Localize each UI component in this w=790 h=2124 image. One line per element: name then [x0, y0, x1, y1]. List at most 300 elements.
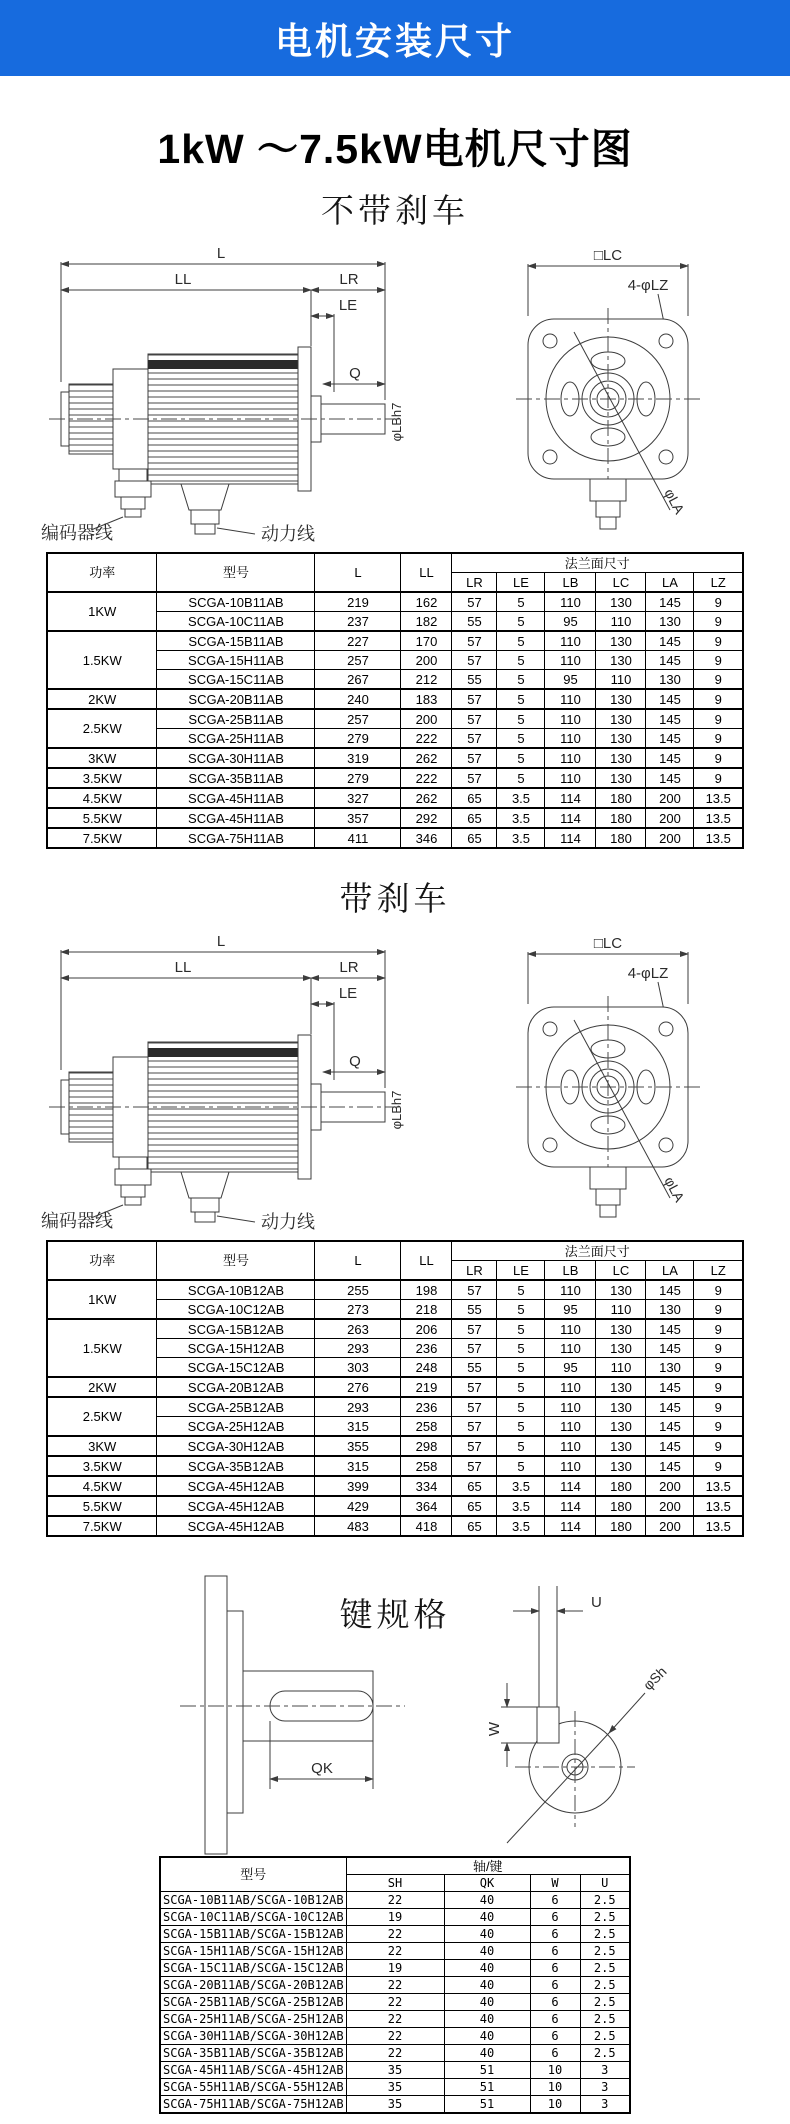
model-cell: SCGA-15B12AB [157, 1319, 315, 1339]
dim-value-cell: 130 [596, 1417, 646, 1437]
dim-value-cell: 9 [694, 1339, 743, 1358]
dim-value-cell: 57 [452, 1319, 497, 1339]
dim-value-cell: 13.5 [694, 808, 743, 828]
key-value-cell: 2.5 [580, 1892, 630, 1909]
no-brake-dimension-table [46, 552, 744, 849]
dim-value-cell: 130 [596, 748, 646, 768]
col-header-power: 功率 [47, 553, 157, 592]
dim-value-cell: 57 [452, 1456, 497, 1476]
dim-value-cell: 3.5 [497, 788, 545, 808]
dim-value-cell: 5 [497, 1339, 545, 1358]
page-title: 电机安装尺寸 [275, 21, 515, 62]
dim-value-cell: 5 [497, 709, 545, 729]
col-header-le: LE [497, 573, 545, 593]
key-value-cell: 40 [444, 1977, 530, 1994]
col-header-l: L [315, 1241, 401, 1280]
key-value-cell: 40 [444, 2045, 530, 2062]
dim-value-cell: 200 [646, 788, 694, 808]
key-value-cell: 22 [346, 2045, 444, 2062]
dim-value-cell: 162 [401, 592, 452, 612]
dim-value-cell: 5 [497, 631, 545, 651]
dim-value-cell: 9 [694, 1300, 743, 1320]
dim-value-cell: 57 [452, 1339, 497, 1358]
table-row [160, 2011, 630, 2028]
key-value-cell: 51 [444, 2062, 530, 2079]
dim-value-cell: 110 [545, 1280, 596, 1300]
dim-value-cell: 57 [452, 1397, 497, 1417]
dim-value-cell: 182 [401, 612, 452, 632]
table-row [47, 1476, 743, 1496]
dim-value-cell: 5 [497, 1358, 545, 1378]
key-value-cell: 40 [444, 2028, 530, 2045]
dim-value-cell: 200 [646, 1496, 694, 1516]
dim-value-cell: 5 [497, 748, 545, 768]
key-value-cell: 6 [530, 2045, 580, 2062]
dim-value-cell: 57 [452, 1377, 497, 1397]
key-value-cell: 22 [346, 1892, 444, 1909]
table-row [160, 2096, 630, 2114]
dim-value-cell: 218 [401, 1300, 452, 1320]
model-cell: SCGA-55H11AB/SCGA-55H12AB [160, 2079, 346, 2096]
model-cell: SCGA-15H12AB [157, 1339, 315, 1358]
power-cell: 7.5KW [47, 828, 157, 848]
dim-value-cell: 130 [596, 709, 646, 729]
dim-value-cell: 110 [596, 670, 646, 690]
dim-value-cell: 130 [596, 1377, 646, 1397]
dim-value-cell: 292 [401, 808, 452, 828]
table-row [47, 1456, 743, 1476]
dim-value-cell: 145 [646, 1397, 694, 1417]
model-cell: SCGA-25B12AB [157, 1397, 315, 1417]
dim-value-cell: 334 [401, 1476, 452, 1496]
model-cell: SCGA-45H12AB [157, 1516, 315, 1536]
power-cell: 5.5KW [47, 808, 157, 828]
dim-label-sh: φSh [639, 1663, 670, 1694]
dim-value-cell: 364 [401, 1496, 452, 1516]
power-cable-label: 动力线 [260, 524, 315, 544]
dim-value-cell: 65 [452, 1476, 497, 1496]
dim-value-cell: 9 [694, 729, 743, 749]
dim-value-cell: 110 [545, 1417, 596, 1437]
col-header-lb: LB [545, 1261, 596, 1281]
table-row [47, 828, 743, 848]
dim-value-cell: 257 [315, 709, 401, 729]
key-value-cell: 2.5 [580, 2045, 630, 2062]
key-value-cell: 19 [346, 1960, 444, 1977]
key-value-cell: 3 [580, 2079, 630, 2096]
key-value-cell: 19 [346, 1909, 444, 1926]
col-header-lz: LZ [694, 573, 743, 593]
key-value-cell: 22 [346, 1977, 444, 1994]
dim-value-cell: 9 [694, 651, 743, 670]
col-header-u: U [580, 1875, 630, 1892]
key-value-cell: 40 [444, 1926, 530, 1943]
key-value-cell: 2.5 [580, 2011, 630, 2028]
dim-label-la: φLA [660, 485, 688, 517]
dim-label-qk: QK [311, 1760, 333, 1777]
dim-value-cell: 200 [646, 1516, 694, 1536]
dim-value-cell: 9 [694, 1280, 743, 1300]
dim-value-cell: 145 [646, 1377, 694, 1397]
dim-value-cell: 212 [401, 670, 452, 690]
key-value-cell: 2.5 [580, 1977, 630, 1994]
table-row [160, 2045, 630, 2062]
dim-value-cell: 255 [315, 1280, 401, 1300]
power-cell: 4.5KW [47, 1476, 157, 1496]
dim-value-cell: 13.5 [694, 1496, 743, 1516]
dim-value-cell: 145 [646, 1319, 694, 1339]
key-value-cell: 2.5 [580, 1960, 630, 1977]
brake-motor-side-view-drawing [33, 922, 458, 1234]
model-cell: SCGA-35B11AB/SCGA-35B12AB [160, 2045, 346, 2062]
dim-value-cell: 110 [545, 709, 596, 729]
dim-value-cell: 183 [401, 689, 452, 709]
dim-value-cell: 319 [315, 748, 401, 768]
dim-value-cell: 327 [315, 788, 401, 808]
dim-value-cell: 13.5 [694, 1476, 743, 1496]
dim-value-cell: 5 [497, 1417, 545, 1437]
dim-value-cell: 9 [694, 670, 743, 690]
model-cell: SCGA-10B11AB [157, 592, 315, 612]
key-value-cell: 6 [530, 1960, 580, 1977]
model-cell: SCGA-25B11AB/SCGA-25B12AB [160, 1994, 346, 2011]
dim-value-cell: 200 [401, 709, 452, 729]
model-cell: SCGA-75H11AB/SCGA-75H12AB [160, 2096, 346, 2114]
dim-value-cell: 5 [497, 689, 545, 709]
model-cell: SCGA-25H11AB [157, 729, 315, 749]
key-value-cell: 3 [580, 2096, 630, 2114]
table-row [47, 748, 743, 768]
brake-diagram-row [0, 922, 790, 1234]
key-value-cell: 40 [444, 1892, 530, 1909]
dim-label-ll: LL [174, 271, 191, 288]
col-header-flange-group: 法兰面尺寸 [452, 553, 743, 573]
col-header-w: W [530, 1875, 580, 1892]
key-value-cell: 6 [530, 1977, 580, 1994]
dim-value-cell: 130 [596, 1397, 646, 1417]
key-value-cell: 6 [530, 2028, 580, 2045]
power-cell: 2.5KW [47, 709, 157, 748]
table-row [47, 1280, 743, 1300]
table-row [47, 808, 743, 828]
dim-value-cell: 303 [315, 1358, 401, 1378]
dim-value-cell: 180 [596, 1496, 646, 1516]
power-cell: 2KW [47, 689, 157, 709]
dim-value-cell: 57 [452, 729, 497, 749]
brake-motor-flange-view-drawing [458, 922, 758, 1234]
dim-value-cell: 9 [694, 1377, 743, 1397]
table-row [160, 1960, 630, 1977]
dim-value-cell: 315 [315, 1456, 401, 1476]
dim-value-cell: 130 [596, 729, 646, 749]
bottom-margin [0, 2114, 790, 2124]
power-cell: 1KW [47, 1280, 157, 1319]
key-value-cell: 10 [530, 2096, 580, 2114]
dim-value-cell: 3.5 [497, 1516, 545, 1536]
dim-value-cell: 65 [452, 1516, 497, 1536]
model-cell: SCGA-25H12AB [157, 1417, 315, 1437]
dim-value-cell: 57 [452, 709, 497, 729]
dim-label-holes: 4-φLZ [627, 277, 668, 294]
page-header-banner [0, 0, 790, 76]
model-cell: SCGA-10C12AB [157, 1300, 315, 1320]
dim-value-cell: 237 [315, 612, 401, 632]
dim-value-cell: 198 [401, 1280, 452, 1300]
table-row [47, 689, 743, 709]
table-row [47, 768, 743, 788]
dim-value-cell: 5 [497, 1280, 545, 1300]
dim-value-cell: 145 [646, 729, 694, 749]
key-value-cell: 2.5 [580, 1926, 630, 1943]
power-cell: 3KW [47, 1436, 157, 1456]
dim-value-cell: 13.5 [694, 1516, 743, 1536]
dim-label-le: LE [338, 985, 357, 1002]
dim-value-cell: 5 [497, 1397, 545, 1417]
key-value-cell: 51 [444, 2079, 530, 2096]
dim-value-cell: 110 [545, 768, 596, 788]
dim-label-l: L [216, 933, 225, 950]
key-value-cell: 22 [346, 2028, 444, 2045]
dim-value-cell: 130 [596, 1436, 646, 1456]
dim-value-cell: 114 [545, 1496, 596, 1516]
col-header-model: 型号 [157, 1241, 315, 1280]
dim-value-cell: 222 [401, 729, 452, 749]
dim-value-cell: 145 [646, 1456, 694, 1476]
section-heading-brake: 带刹车 [339, 880, 451, 917]
table-row [160, 1994, 630, 2011]
dim-value-cell: 95 [545, 612, 596, 632]
dim-value-cell: 110 [545, 592, 596, 612]
dim-value-cell: 418 [401, 1516, 452, 1536]
dim-value-cell: 411 [315, 828, 401, 848]
motor-flange-view-drawing [458, 234, 758, 546]
col-header-lc: LC [596, 1261, 646, 1281]
dim-value-cell: 5 [497, 592, 545, 612]
dim-value-cell: 315 [315, 1417, 401, 1437]
dim-value-cell: 9 [694, 689, 743, 709]
dim-label-l: L [216, 245, 225, 262]
key-value-cell: 35 [346, 2096, 444, 2114]
dim-value-cell: 145 [646, 1436, 694, 1456]
dim-value-cell: 293 [315, 1339, 401, 1358]
table-header-row [47, 1241, 743, 1261]
dim-value-cell: 9 [694, 1456, 743, 1476]
key-value-cell: 35 [346, 2079, 444, 2096]
dim-value-cell: 55 [452, 1358, 497, 1378]
dim-value-cell: 110 [596, 1358, 646, 1378]
col-header-la: LA [646, 573, 694, 593]
model-cell: SCGA-25H11AB/SCGA-25H12AB [160, 2011, 346, 2028]
table-header-row [160, 1857, 630, 1875]
dim-value-cell: 180 [596, 1516, 646, 1536]
dim-value-cell: 5 [497, 1319, 545, 1339]
model-cell: SCGA-15H11AB [157, 651, 315, 670]
dim-value-cell: 346 [401, 828, 452, 848]
dim-value-cell: 145 [646, 1280, 694, 1300]
dim-value-cell: 65 [452, 808, 497, 828]
dim-value-cell: 114 [545, 828, 596, 848]
dim-value-cell: 236 [401, 1339, 452, 1358]
dim-value-cell: 55 [452, 1300, 497, 1320]
dim-value-cell: 248 [401, 1358, 452, 1378]
dim-value-cell: 5 [497, 1377, 545, 1397]
dim-value-cell: 227 [315, 631, 401, 651]
power-cell: 3.5KW [47, 768, 157, 788]
dim-value-cell: 130 [646, 612, 694, 632]
table-row [160, 1892, 630, 1909]
dim-value-cell: 110 [596, 1300, 646, 1320]
dim-value-cell: 180 [596, 788, 646, 808]
dim-value-cell: 258 [401, 1417, 452, 1437]
key-value-cell: 6 [530, 1994, 580, 2011]
power-cell: 1.5KW [47, 631, 157, 689]
col-header-lz: LZ [694, 1261, 743, 1281]
key-value-cell: 6 [530, 1943, 580, 1960]
dim-value-cell: 130 [596, 651, 646, 670]
dim-value-cell: 5 [497, 651, 545, 670]
col-header-model: 型号 [160, 1857, 346, 1892]
key-value-cell: 22 [346, 2011, 444, 2028]
key-value-cell: 2.5 [580, 2028, 630, 2045]
key-value-cell: 40 [444, 1994, 530, 2011]
model-cell: SCGA-10B12AB [157, 1280, 315, 1300]
dim-value-cell: 9 [694, 592, 743, 612]
key-value-cell: 22 [346, 1994, 444, 2011]
dim-label-lc: □LC [593, 247, 622, 264]
dim-value-cell: 9 [694, 1319, 743, 1339]
dim-label-shaft-dia: φLBh7 [388, 402, 404, 442]
dim-label-lr: LR [338, 959, 359, 976]
dim-value-cell: 57 [452, 748, 497, 768]
dim-value-cell: 429 [315, 1496, 401, 1516]
dim-value-cell: 145 [646, 709, 694, 729]
key-value-cell: 35 [346, 2062, 444, 2079]
dim-value-cell: 57 [452, 651, 497, 670]
model-cell: SCGA-15H11AB/SCGA-15H12AB [160, 1943, 346, 1960]
col-header-lr: LR [452, 573, 497, 593]
key-value-cell: 10 [530, 2062, 580, 2079]
key-value-cell: 2.5 [580, 1943, 630, 1960]
key-value-cell: 6 [530, 1909, 580, 1926]
dim-value-cell: 200 [646, 1476, 694, 1496]
dim-value-cell: 3.5 [497, 1496, 545, 1516]
col-header-ll: LL [401, 553, 452, 592]
dim-value-cell: 57 [452, 689, 497, 709]
dim-value-cell: 180 [596, 808, 646, 828]
col-header-le: LE [497, 1261, 545, 1281]
dim-value-cell: 180 [596, 1476, 646, 1496]
table-row [47, 592, 743, 612]
table-row [47, 788, 743, 808]
dim-value-cell: 236 [401, 1397, 452, 1417]
model-cell: SCGA-15C11AB/SCGA-15C12AB [160, 1960, 346, 1977]
model-cell: SCGA-30H11AB/SCGA-30H12AB [160, 2028, 346, 2045]
dim-value-cell: 130 [596, 631, 646, 651]
col-header-shaft-key-group: 轴/键 [346, 1857, 630, 1875]
dim-value-cell: 57 [452, 1417, 497, 1437]
dim-value-cell: 110 [545, 1436, 596, 1456]
dim-value-cell: 206 [401, 1319, 452, 1339]
model-cell: SCGA-20B12AB [157, 1377, 315, 1397]
dim-value-cell: 110 [545, 1377, 596, 1397]
dim-value-cell: 130 [646, 1300, 694, 1320]
dim-value-cell: 257 [315, 651, 401, 670]
dim-value-cell: 145 [646, 768, 694, 788]
power-cell: 5.5KW [47, 1496, 157, 1516]
table-row [47, 1319, 743, 1339]
power-cell: 3KW [47, 748, 157, 768]
dim-value-cell: 65 [452, 1496, 497, 1516]
dim-value-cell: 5 [497, 612, 545, 632]
model-cell: SCGA-45H11AB [157, 788, 315, 808]
brake-dimension-table [46, 1240, 744, 1537]
dim-value-cell: 9 [694, 1397, 743, 1417]
dim-label-q: Q [348, 365, 361, 382]
dim-value-cell: 95 [545, 670, 596, 690]
dim-value-cell: 170 [401, 631, 452, 651]
dim-value-cell: 222 [401, 768, 452, 788]
col-header-lb: LB [545, 573, 596, 593]
dim-value-cell: 262 [401, 788, 452, 808]
dim-value-cell: 55 [452, 670, 497, 690]
key-value-cell: 6 [530, 1926, 580, 1943]
dim-label-u: U [591, 1594, 602, 1611]
model-cell: SCGA-45H11AB/SCGA-45H12AB [160, 2062, 346, 2079]
dim-value-cell: 145 [646, 651, 694, 670]
model-cell: SCGA-20B11AB [157, 689, 315, 709]
col-header-l: L [315, 553, 401, 592]
dim-value-cell: 57 [452, 1280, 497, 1300]
dim-value-cell: 263 [315, 1319, 401, 1339]
dim-value-cell: 110 [596, 612, 646, 632]
section-heading-key: 键规格 [339, 1596, 451, 1633]
dim-value-cell: 145 [646, 631, 694, 651]
dim-value-cell: 258 [401, 1456, 452, 1476]
dim-value-cell: 399 [315, 1476, 401, 1496]
dim-value-cell: 110 [545, 1397, 596, 1417]
dim-value-cell: 273 [315, 1300, 401, 1320]
dim-value-cell: 298 [401, 1436, 452, 1456]
dim-value-cell: 262 [401, 748, 452, 768]
dim-value-cell: 145 [646, 689, 694, 709]
dim-value-cell: 5 [497, 670, 545, 690]
dim-label-w: W [486, 1721, 503, 1737]
power-cell: 7.5KW [47, 1516, 157, 1536]
dim-value-cell: 130 [596, 689, 646, 709]
model-cell: SCGA-10B11AB/SCGA-10B12AB [160, 1892, 346, 1909]
dim-value-cell: 145 [646, 1417, 694, 1437]
dim-value-cell: 130 [646, 670, 694, 690]
dim-value-cell: 5 [497, 1456, 545, 1476]
table-row [47, 1516, 743, 1536]
key-value-cell: 3 [580, 2062, 630, 2079]
model-cell: SCGA-20B11AB/SCGA-20B12AB [160, 1977, 346, 1994]
encoder-cable-label: 编码器线 [40, 1211, 113, 1231]
table-row [160, 1926, 630, 1943]
dim-value-cell: 279 [315, 768, 401, 788]
dim-value-cell: 95 [545, 1358, 596, 1378]
table-row [47, 709, 743, 729]
dim-label-shaft-dia: φLBh7 [388, 1090, 404, 1130]
dim-label-ll: LL [174, 959, 191, 976]
model-cell: SCGA-45H12AB [157, 1476, 315, 1496]
power-cell: 1KW [47, 592, 157, 631]
col-header-model: 型号 [157, 553, 315, 592]
dim-value-cell: 130 [646, 1358, 694, 1378]
table-row [47, 1397, 743, 1417]
key-value-cell: 6 [530, 2011, 580, 2028]
dim-value-cell: 55 [452, 612, 497, 632]
